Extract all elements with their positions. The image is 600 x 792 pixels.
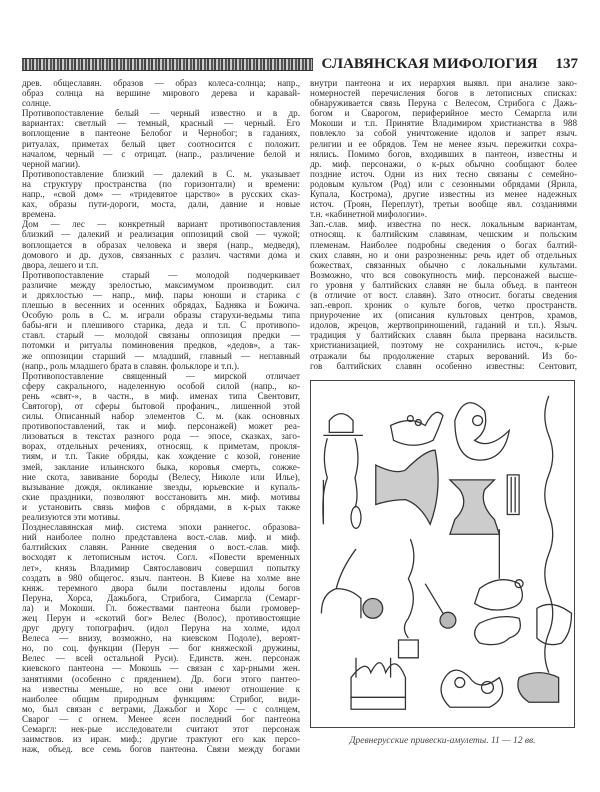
text-line: на известны меньше, но все они имеют отношение к [22,683,300,694]
text-line: зап.-европ. хроник о культе богов, четко пространств. [310,300,577,311]
right-text-column [310,78,577,371]
paragraph [22,371,300,522]
text-line: нялись. Помимо богов, входивших в пантеон, известны и [310,148,577,159]
paragraph [310,78,577,219]
beast-pendant-icon [475,604,572,644]
text-line: противопоставлений, так и миф. персонажей) может реа- [22,421,300,432]
text-line: мо, был связан с ветрами, Дажьбог и Хорс — с солнцем, [22,703,300,714]
text-line: го уровня у балтийских славян не была объед. в пантеон [310,279,577,290]
text-line: заимствов. из иран. миф.; другие трактуют его как персо- [22,734,300,745]
text-line: воплощается в образах человека и зверя (напр., медведя), [22,239,300,250]
text-line: Противопоставление близкий — далекий в С. м. указывает [22,168,300,179]
text-line: Мокоши и т.п. Принятие Владимиром христианства в 988 [310,118,577,129]
text-line: и установить связь мифов с обрядами, в к-рых также [22,501,300,512]
text-line: же оппозиции старший — младший, главный — неглавный [22,350,300,361]
text-line: повлекло за собой уничтожение идолов и запрет языч. [310,128,577,139]
text-line: Противопоставление священный — мирской отличает [22,370,300,381]
text-line: христианизацией, поэтому не сохранились источ., к-рые [310,340,577,351]
text-line: времена. [22,209,56,220]
spiral-beast-pendant-icon [441,670,503,707]
text-line: занятиями (особенно с прядением). Др. боги этого пантео- [22,673,300,684]
text-line: религии и ее обрядов. Тем не менее языч. пережитки сохра- [310,138,577,149]
paragraph [310,219,577,370]
duck-pendant-icon [455,403,509,460]
text-line: солнце. [22,98,52,109]
text-line: началом, черный — с отрицат. (напр., различение белой и [22,148,300,159]
animal-figure-pendant-icon [518,673,559,703]
text-line: создать в 980 общегос. языч. пантеон. В Киеве на холме вне [22,572,300,583]
text-line: Противопоставление старый — молодой подчеркивает [22,269,300,280]
text-line: относящ. к балтийским славянам, чешским и польским [310,229,577,240]
text-line: наиболее общим природным функциям: Стрибог, види- [22,693,300,704]
text-line: внутри пантеона и их иерархия выявл. при анализе зако- [310,78,577,88]
text-line: источ. (Троян, Переплут), третьи вообще явл. созданиями [310,199,577,210]
text-line: жец Перун и «скотий бог» Велес (Волос), противостоящие [22,612,300,623]
paragraph [22,522,300,754]
text-line: близкий — далекий и реализация оппозиций свой — чужой; [22,229,300,240]
page-number: 137 [555,56,578,72]
text-line: силы. Описанный набор элементов С. м. (как основных [22,411,300,422]
running-title: СЛАВЯНСКАЯ МИФОЛОГИЯ [321,56,538,72]
text-line: обнаруживается связь Перуна с Велесом, Стрибога с Дажь- [310,98,577,109]
crown-pendant-icon [351,658,405,709]
text-line: тиям, и т.п. Такие обряды, как хождение с козой, гонение [22,451,300,462]
text-line: традиция у балтийских славян была прервана насильств. [310,330,577,341]
text-line: образ солнца на вершине мирового дерева и каравай- [22,88,300,99]
text-line: Позднеславянская миф. система эпохи раннегос. образова- [22,522,300,533]
comb-pendant-icon [507,475,519,515]
text-line: Перуна, Хорса, Дажьбога, Стрибога, Симаргла (Семарг- [22,592,300,603]
text-line: божествах, связанных обычно с локальными культами. [310,259,577,270]
text-line: киевского пантеона — Мокошь — связан с хар-рными жен. [22,663,300,674]
text-line: ские праздники, позволяют восстановить мн. миф. мотивы [22,491,300,502]
text-line: вариантах: светлый — темный, красный — черный. Его [22,118,300,129]
text-line: богом и Сварогом, периферийное место Семаргла или [310,108,577,119]
text-line: реализуются эти мотивы. [22,512,121,523]
text-line: Зап.-слав. миф. известна по неск. локальным вариантам, [310,219,577,230]
text-line: Возможно, что вся совокупность миф. персонажей высше- [310,269,577,280]
text-line: номерностей перечисления богов в летописных списках: [310,88,577,99]
text-line: Семаргл: нек-рые исследователи считают этот персонаж [22,724,300,734]
spoon-chain-icon [399,539,456,658]
text-line: ритуалах, приметах белый цвет соотносится с положит. [22,138,300,149]
text-line: отражали бы продолжение старых верований. Из бо- [310,350,577,361]
text-line: Купала, Кострома), другие известны из менее надежных [310,189,577,200]
amulets-drawing [311,381,574,727]
axe-amulet-small-icon [450,480,499,534]
text-line: Велеса — внизу, возможно, на киевском Подоле), вероят- [22,633,300,644]
text-line: Святогор), от сферы бытовой профанич., лишенной этой [22,401,300,411]
text-line: различие между зрелостью, максимумом производит. сил [22,279,300,290]
axe-amulet-icon [376,450,438,524]
text-line: плешью в весенних и осенних обрядах, Бадняка и Божича. [22,300,300,311]
text-line: лизоваться в текстах разного рода — эпосе, сказках, заго- [22,431,300,442]
dragon-pendant-icon [475,529,523,610]
text-line: на структуру пространства (по горизонтали) и времени: [22,178,300,189]
text-line: воплощение в пантеоне Белобог и Чернобог; в гаданиях, [22,128,300,139]
text-line: (напр., роль младшего брата в славян. фольклоре и т.п.). [22,360,240,371]
text-line: но, по соц. функции (Перун — бог княжеской дружины, [22,643,300,654]
paragraph [22,108,300,169]
text-line: ла) и Мокоши. Гл. божествами пантеона были громовер- [22,602,300,613]
text-line: племенам. Наиболее подробны сведения о богах балтий- [310,239,577,250]
paragraph [22,219,300,269]
text-line: идолов, жрецов, жертвоприношений, гаданий и т.п.). Языч. [310,320,577,331]
text-line: Особую роль в С. м. играли образы старухи-ведьмы типа [22,310,300,321]
text-line: ских славян, но и они разрозненны: речь идет об отдельных [310,249,577,260]
text-line: поздние источ. Одни из них тесно связаны с семейно- [310,168,577,179]
text-line: лет», князь Владимир Святославович совершил попытку [22,562,300,573]
text-line: княж. теремного двора были поставлены идолы богов [22,582,300,593]
text-line: Противопоставление белый — черный известно и в др. [22,108,300,119]
text-line: черной магии). [22,158,81,169]
text-line: рень «свят-», в частн., в миф. именах типа Свентовит, [22,390,300,401]
pendant-with-chains-icon [323,414,363,529]
text-line: приурочение их (описания культовых центров, храмов, [310,310,577,321]
paragraph [22,78,300,108]
paragraph [22,169,300,219]
text-line: домового и др. духов, связанных с различ. частями дома и [22,249,300,260]
text-line: ворах, отдельных речениях, относящ. к приметам, прокля- [22,441,300,452]
text-line: т.н. «кабинетной мифологии». [310,209,428,220]
text-line: древ. общеславян. образов — образ колеса-солнца; напр., [22,78,300,88]
text-line: напр., «свой дом» — «тридевятое царство» в русских сказ- [22,189,300,200]
text-line: ние скота, завивание бороды (Велесу, Николе или Илье), [22,471,300,482]
text-line: гов балтийских славян особенно известны: Сентовит, [310,360,577,371]
horse-chain-pendant-icon [321,549,382,618]
text-line: ставл. старый — молодой связаны оппозиция предки — [22,330,300,341]
text-line: восходят к летописным источ. Согл. «Повести временных [22,552,300,563]
header-ornament-band [22,58,313,71]
text-line: Велес — всей остальной Руси). Единств. жен. персонаж [22,653,300,664]
text-line: наж, объед. все семь богов пантеона. Связи между богами [22,744,300,755]
left-text-column [22,78,300,754]
text-line: друг другу топографич. (идол Перуна на холме, идол [22,623,300,634]
text-line: двора, лешего и т.п. [22,259,99,270]
text-line: змей, заклание ильинского быка, коровья смерть, сожже- [22,461,300,472]
figure-caption: Древнерусские привески-амулеты. 11 — 12 вв. [349,736,536,746]
paragraph [22,270,300,371]
text-line: Дом — лес — конкретный вариант противопоставления [22,219,300,230]
amulets-illustration [310,380,575,728]
text-line: вызывание дождя, окликание звезды, юрьевские и купаль- [22,481,300,492]
text-line: и дряхлостью — напр., миф. пары юноши и старика с [22,289,300,300]
text-line: балтийских славян. Ранние сведения о вост.-слав. миф. [22,542,300,553]
text-line: родовым культом (Род) или с сезонными обрядами (Ярила, [310,178,577,189]
bird-pendant-icon [391,412,443,445]
text-line: сферу сакрального, наделенную особой силой (напр., ко- [22,380,300,391]
chain-icon [545,396,553,673]
text-line: бабы-яги и плешивого старика, деда и т.п. С противопо- [22,320,300,331]
text-line: др. миф. персонажи, о к-рых обычно сообщают более [310,158,577,169]
text-line: (в отличие от вост. славян). Зато относит. богаты сведения [310,289,577,300]
running-header [22,55,578,73]
text-line: ках, образы пути-дороги, моста, дали, давние и новые [22,199,300,210]
text-line: потомки и ритуалы поминовения предков, «дедов», а так- [22,340,300,351]
text-line: ний наиболее полно представлена вост.-слав. миф. и миф. [22,532,300,543]
text-line: Сварог — с огнем. Менее ясен последний бог пантеона [22,713,300,724]
